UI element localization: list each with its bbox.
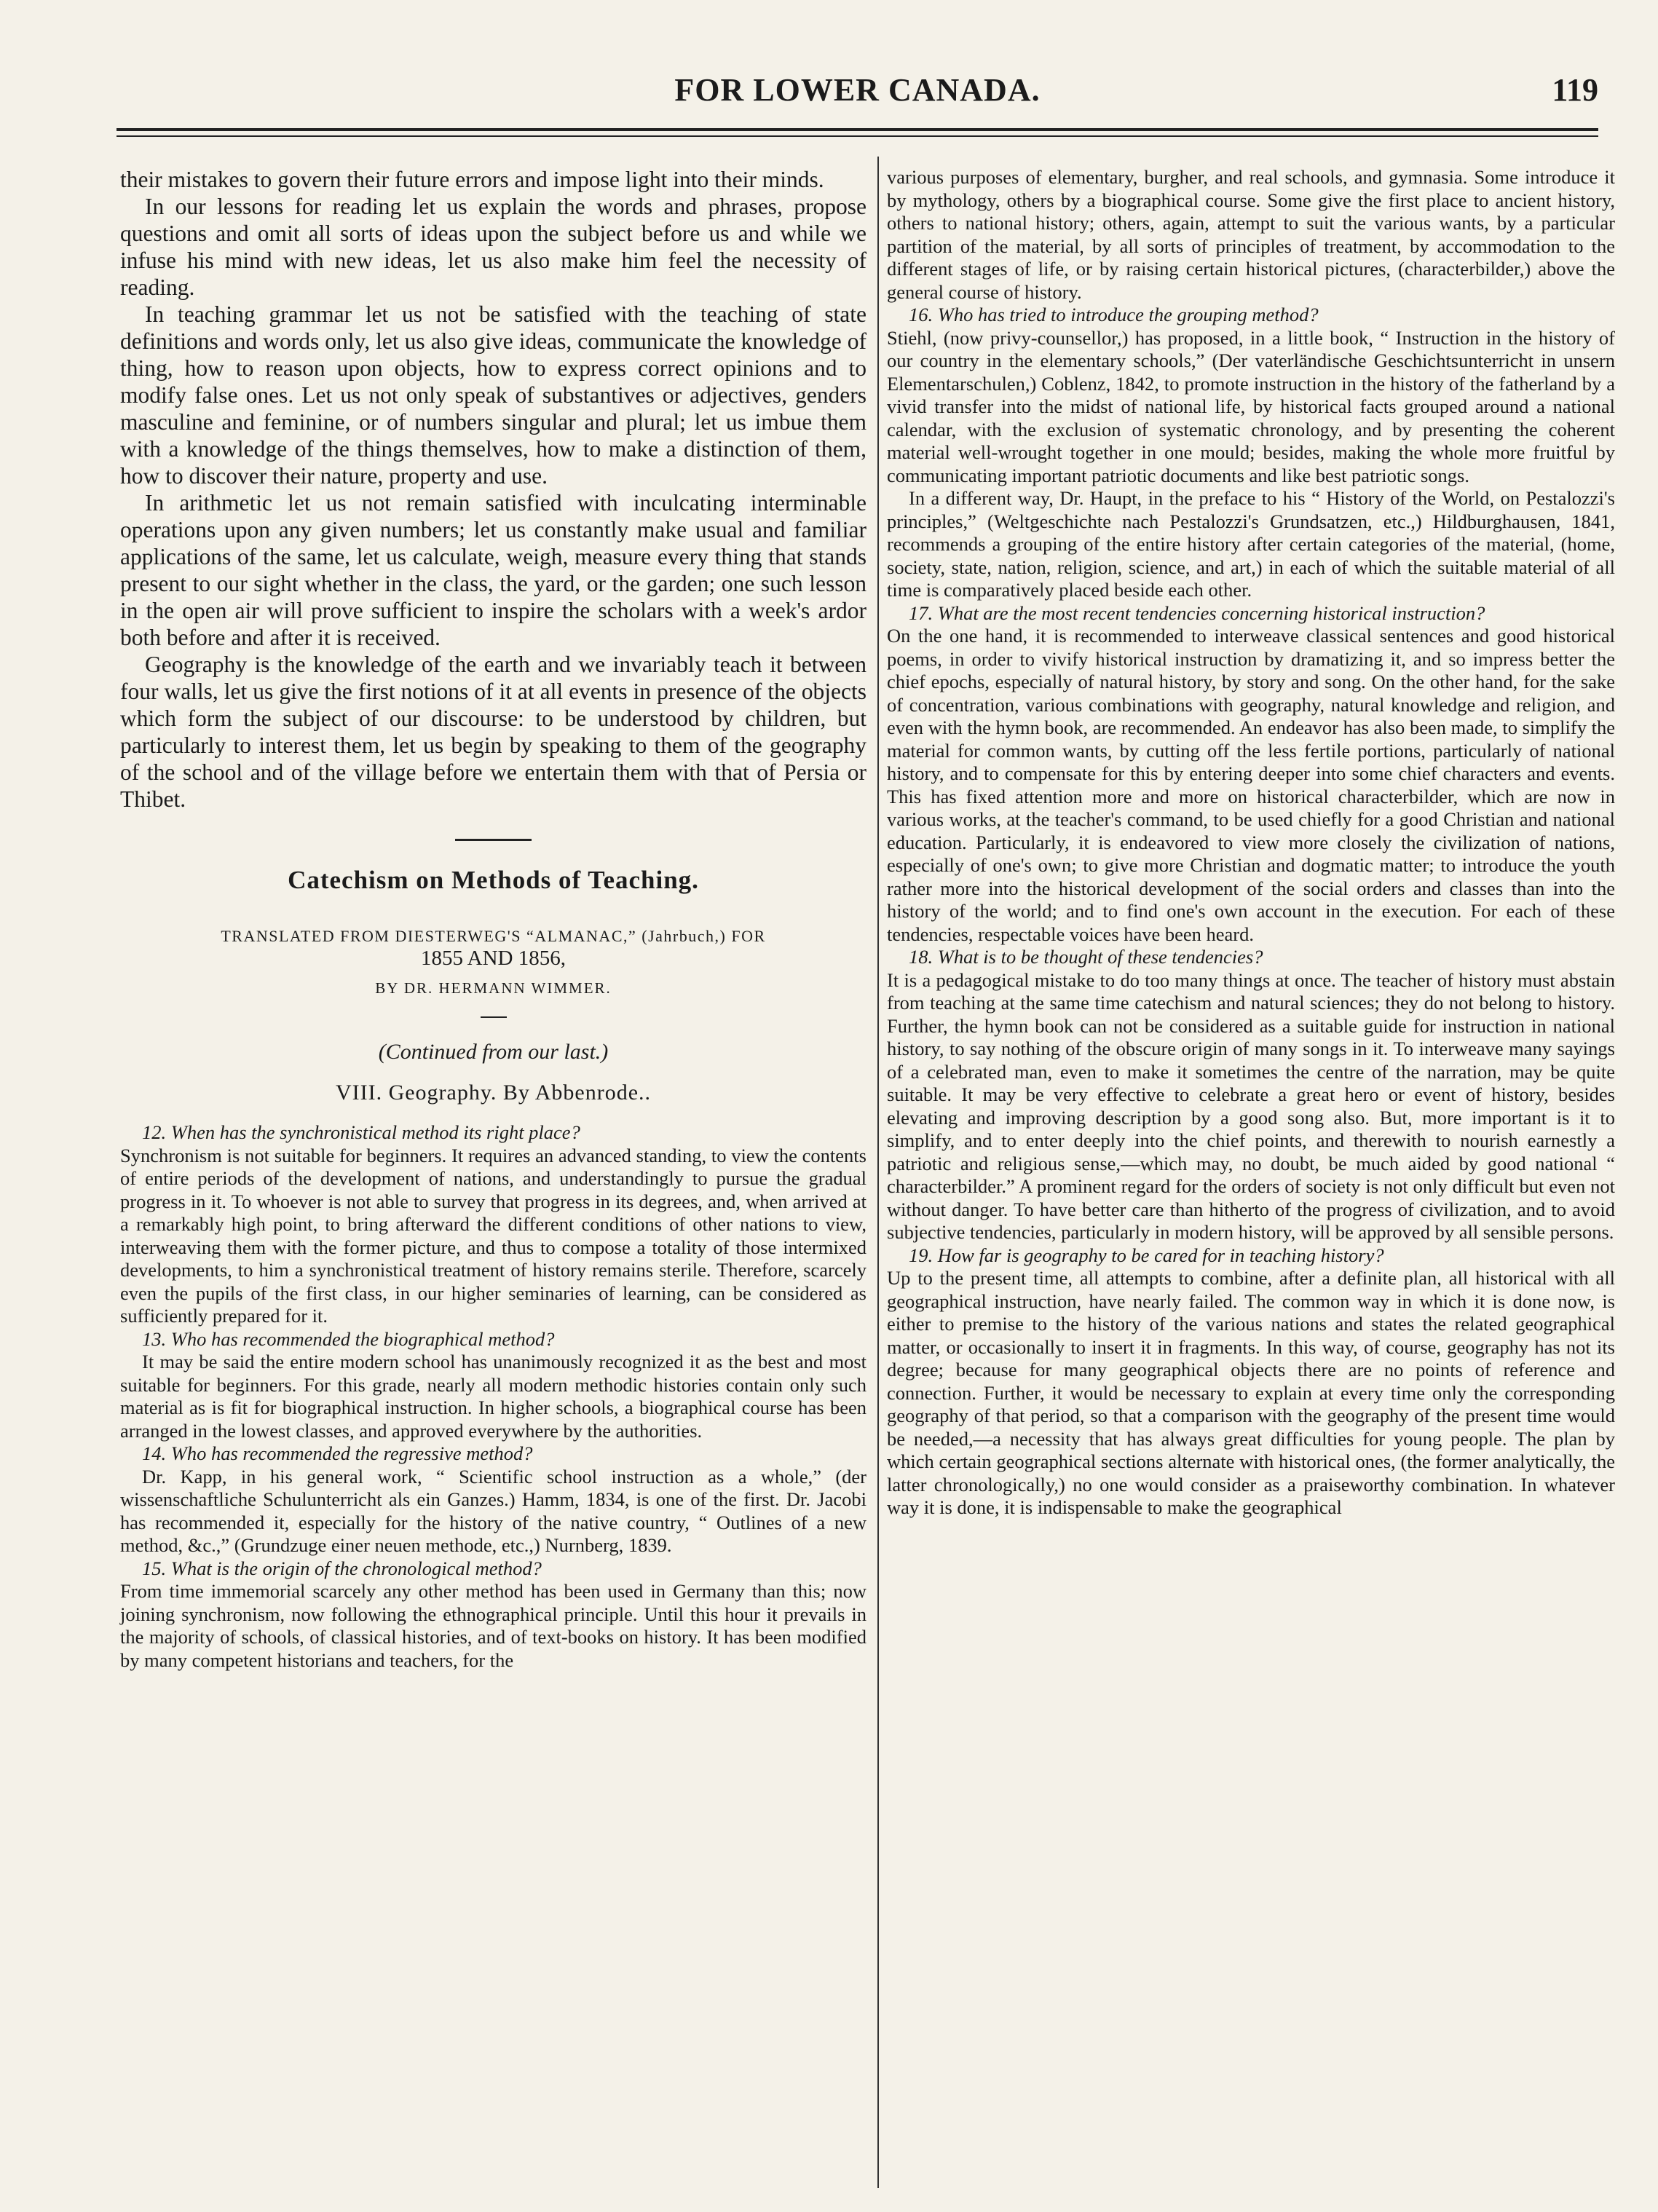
continued-note: (Continued from our last.): [378, 1040, 609, 1064]
answer-13: It may be said the entire modern school has unanimously recognized it as the best and most suitable for beginners. For this grade, nearly all modern methodic histories contain only such material as is fit for biographical instruction. In higher schools, a biographical course has been arranged in the lowest classes, and approved everywhere by the authorities.: [120, 1351, 866, 1442]
chapter-subhead: VIII. Geography. By Abbenrode..: [335, 1081, 652, 1105]
translated-years: 1855 AND 1856,: [421, 947, 566, 970]
column-separator: [877, 157, 879, 2188]
question-12: 12. When has the synchronistical method its right place?: [142, 1121, 580, 1143]
answer-16-continued: In a different way, Dr. Haupt, in the preface to his “ History of the World, on Pestalozzi's principles,” (Weltgeschichte nach Pestalozzi's Grundsatzen, etc.,) Hildburghausen, 1841, recommends a grouping of the entire history after certain categories of the material, (home, society, state, nation, religion, science, and art,) in each of which the suitable material of all time is comparatively placed beside each other.: [887, 487, 1615, 601]
answer-18: It is a pedagogical mistake to do too many things at once. The teacher of history must abstain from teaching at the same time catechism and natural sciences; they do not belong to history. Further, the hymn book can not be considered as a suitable guide for instruction in national history, to say nothing of the obscure origin of many songs in it. To interweave many sayings of a celebrated man, even to make it sometimes the centre of the narration, may be quite suitable. It may be very effective to celebrate a great hero or event of history, besides elevating and improving description by a good song also. But, more important is it to simplify, and to enter deeply into the chief points, and therewith to nourish earnestly a patriotic and religious sense,—which may, no doubt, be much aided by good national “ characterbilder.” A prominent regard for the orders of society is not only difficult but even not without danger. To have better care than hitherto of the progress of civilization, and to avoid subjective tendencies, particularly in modern history, will be approved by all sensible persons.: [887, 968, 1615, 1243]
running-header: [117, 71, 1598, 118]
question-16: 16. Who has tried to introduce the grouping method?: [909, 304, 1319, 325]
running-title: FOR LOWER CANADA.: [674, 72, 1041, 108]
question-17: 17. What are the most recent tendencies concerning historical instruction?: [909, 601, 1485, 624]
answer-19: Up to the present time, all attempts to combine, after a definite plan, all historical with all geographical instruction, have nearly failed. The common way in which it is done now, is either to premise to the history of the various nations and states the related geographical matter, or occasionally to insert it in fragments. In this way, of course, geography has not its degree; because for many geographical objects there are no points of reference and connection. Further, it would be necessary to explain at every time only the corresponding geography of that period, so that a comparison with the geography of the present time would be needed,—a necessity that has always great difficulties for young people. The plan by which certain geographical sections alternate with historical ones, (the former analytically, the latter chronologically,) no one would consider as a praiseworthy combination. In whatever way it is done, it is indispensable to make the geographical: [887, 1267, 1615, 1518]
byline: BY DR. HERMANN WIMMER.: [375, 979, 612, 997]
section-divider: [455, 839, 532, 841]
paragraph: their mistakes to govern their future errors and impose light into their minds.: [120, 167, 824, 192]
question-15: 15. What is the origin of the chronological method?: [142, 1557, 542, 1579]
translated-line: TRANSLATED FROM DIESTERWEG'S “ALMANAC,” (Jahrbuch,) FOR: [221, 927, 766, 945]
answer-12: Synchronism is not suitable for beginners. It requires an advanced standing, to view the contents of entire periods of the development of nations, and understandingly to pursue the gradual progress in it. To whoever is not able to survey that progress in its degrees, and, when arrived at a remarkably high point, to bring afterward the different conditions of other nations to view, interweaving them with the former picture, and thus to compose a totality of those intermixed developments, to him a synchronistical treatment of history remains sterile. Therefore, scarcely even the pupils of the first class, in our higher seminaries of learning, can be considered as sufficiently prepared for it.: [120, 1144, 866, 1327]
section-title: Catechism on Methods of Teaching.: [288, 866, 699, 894]
question-13: 13. Who has recommended the biographical method?: [142, 1327, 555, 1350]
question-14: 14. Who has recommended the regressive method?: [142, 1442, 533, 1464]
right-column: [887, 166, 1615, 1520]
essay-text: [120, 166, 866, 813]
byline-divider: [481, 1016, 507, 1018]
header-rule: [117, 128, 1598, 131]
paragraph: In our lessons for reading let us explain the words and phrases, propose questions and omit all sorts of ideas upon the subject before us and while we infuse his mind with new ideas, let us also make him feel the necessity of reading.: [120, 194, 866, 300]
page-number: 119: [1552, 72, 1598, 108]
paragraph: Geography is the knowledge of the earth and we invariably teach it between four walls, let us give the first notions of it at all events in presence of the objects which form the subject of our discourse: to be understood by children, but particularly to interest them, let us begin by speaking to them of the geography of the school and of the village before we entertain them with that of Persia or Thibet.: [120, 652, 866, 812]
answer-15-continued: various purposes of elementary, burgher, and real schools, and gymnasia. Some introduce it by mythology, others by a biographical course. Some give the first place to ancient history, others to national history; others, again, attempt to suit the various wants, by a particular partition of the material, by all sorts of principles of treatment, by accommodation to the different stages of life, or by raising certain historical pictures, (characterbilder,) above the general course of history.: [887, 166, 1615, 303]
catechism-text: [120, 1121, 866, 1672]
header-rule-thin: [117, 135, 1598, 137]
question-18: 18. What is to be thought of these tendencies?: [909, 946, 1263, 968]
left-column: [120, 166, 866, 1672]
paragraph: In teaching grammar let us not be satisfied with the teaching of state definitions and words only, let us also give ideas, communicate the knowledge of thing, how to reason upon objects, how to express correct opinions and to modify false ones. Let us not only speak of substantives or adjectives, genders masculine and feminine, or of numbers singular and plural; let us imbue them with a knowledge of the things themselves, how to make a distinction of them, how to discover their nature, property and use.: [120, 301, 866, 489]
answer-17: On the one hand, it is recommended to interweave classical sentences and good historical poems, in order to vivify historical instruction by dramatizing it, and so impress better the chief epochs, especially of natural history, by story and song. On the other hand, for the sake of concentration, various combinations with geography, natural knowledge and religion, and even with the hymn book, are recommended. An endeavor has also been made, to simplify the material for common wants, by cutting off the less fertile portions, particularly of national history, and to compensate for this by entering deeper into some chief characters and events. This has fixed attention more and more on historical characterbilder, which are now in various works, at the teacher's command, to be used chiefly for a good Christian and national education. Particularly, it is endeavored to view more closely the civilization of nations, especially of one's own; to give more Christian and dogmatic matter; to introduce the youth rather more into the historical development of the social orders and classes than into the history of the world; and to find one's own account in the execution. For each of these tendencies, respectable voices have been heard.: [887, 625, 1615, 945]
answer-16: Stiehl, (now privy-counsellor,) has proposed, in a little book, “ Instruction in the history of our country in the elementary schools,” (Der vaterländische Geschichtsunterricht in unsern Elementarschulen,) Coblenz, 1842, to promote instruction in the history of the fatherland by a vivid transfer into the midst of national life, by historical facts grouped around a national calendar, with the exclusion of systematic chronology, and by presenting the coherent material well-wrought together in one mould; besides, making the whole more fruitful by communicating important patriotic documents and like best patriotic songs.: [887, 326, 1615, 486]
paragraph: In arithmetic let us not remain satisfied with inculcating interminable operations upon any given numbers; let us constantly make usual and familiar applications of the same, let us calculate, weigh, measure every thing that stands present to our sight whether in the class, the yard, or the garden; one such lesson in the open air will prove sufficient to inspire the scholars with a week's ardor both before and after it is received.: [120, 490, 866, 650]
question-19: 19. How far is geography to be cared for in teaching history?: [909, 1244, 1384, 1266]
answer-14: Dr. Kapp, in his general work, “ Scientific school instruction as a whole,” (der wissenschaftliche Schulunterricht als ein Ganzes.) Hamm, 1834, is one of the first. Dr. Jacobi has recommended it, especially for the history of the native country, “ Outlines of a new method, &c.,” (Grundzuge einer neuen methode, etc.,) Nurnberg, 1839.: [120, 1465, 866, 1556]
answer-15: From time immemorial scarcely any other method has been used in Germany than this; now joining synchronism, now following the ethnographical principle. Until this hour it prevails in the majority of schools, of classical histories, and of text-books on history. It has been modified by many competent historians and teachers, for the: [120, 1580, 866, 1671]
